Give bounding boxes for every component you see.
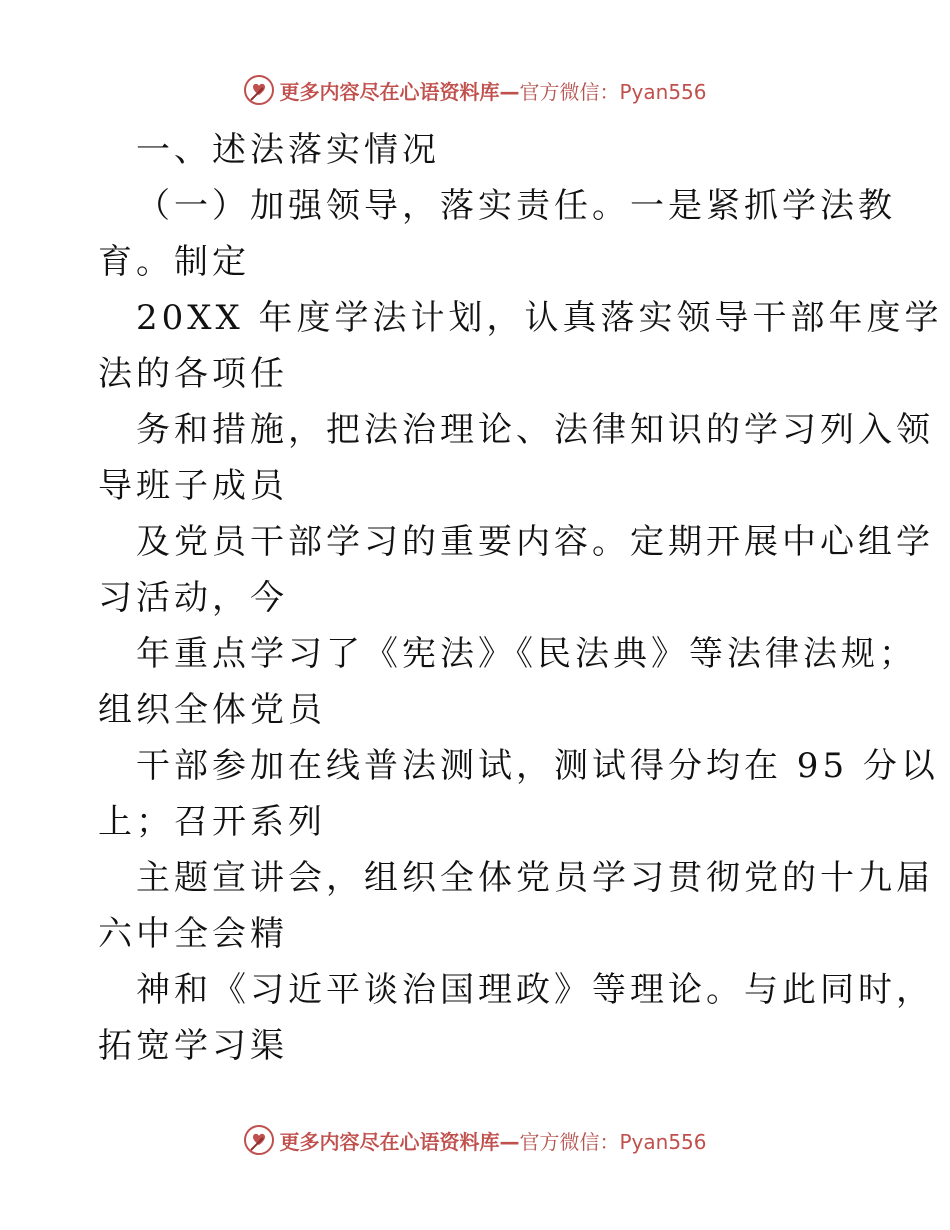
banner-brand: 更多内容尽在心语资料库 [279, 1129, 500, 1154]
heart-pen-logo-icon [243, 74, 275, 106]
text-line: 拓宽学习渠 [98, 1026, 288, 1066]
banner-separator: — [499, 79, 520, 104]
text-line: 年重点学习了《宪法》《民法典》等法律法规； [136, 634, 917, 674]
banner-brand: 更多内容尽在心语资料库 [279, 79, 500, 104]
banner-text [279, 1126, 706, 1155]
header-watermark-banner [0, 70, 950, 110]
text-line: 神和《习近平谈治国理政》等理论。与此同时， [136, 970, 934, 1010]
text-line: 习活动，今 [98, 578, 288, 618]
text-line: 及党员干部学习的重要内容。定期开展中心组学 [136, 522, 934, 562]
banner-text [279, 76, 706, 105]
text-line: 导班子成员 [98, 466, 288, 506]
footer-watermark-banner [0, 1120, 950, 1160]
section-heading: 一、述法落实情况 [136, 130, 440, 170]
banner-account: Pyan556 [619, 1129, 707, 1154]
text-line: 法的各项任 [98, 354, 288, 394]
banner-separator: — [499, 1129, 520, 1154]
banner-account: Pyan556 [619, 79, 707, 104]
text-line: 组织全体党员 [98, 690, 326, 730]
document-body [98, 122, 943, 1074]
text-line: 育。制定 [98, 242, 250, 282]
text-line: 主题宣讲会，组织全体党员学习贯彻党的十九届 [136, 858, 934, 898]
heart-pen-logo-icon [243, 1124, 275, 1156]
text-line: 六中全会精 [98, 914, 288, 954]
banner-official-label: 官方微信： [519, 1129, 620, 1154]
text-line: 务和措施，把法治理论、法律知识的学习列入领 [136, 410, 934, 450]
text-line: 干部参加在线普法测试，测试得分均在 95 分以 [136, 746, 939, 786]
text-line: 上；召开系列 [98, 802, 326, 842]
text-line: （一）加强领导，落实责任。一是紧抓学法教 [136, 186, 896, 226]
banner-official-label: 官方微信： [519, 79, 620, 104]
text-line: 20XX 年度学法计划，认真落实领导干部年度学 [136, 298, 943, 338]
